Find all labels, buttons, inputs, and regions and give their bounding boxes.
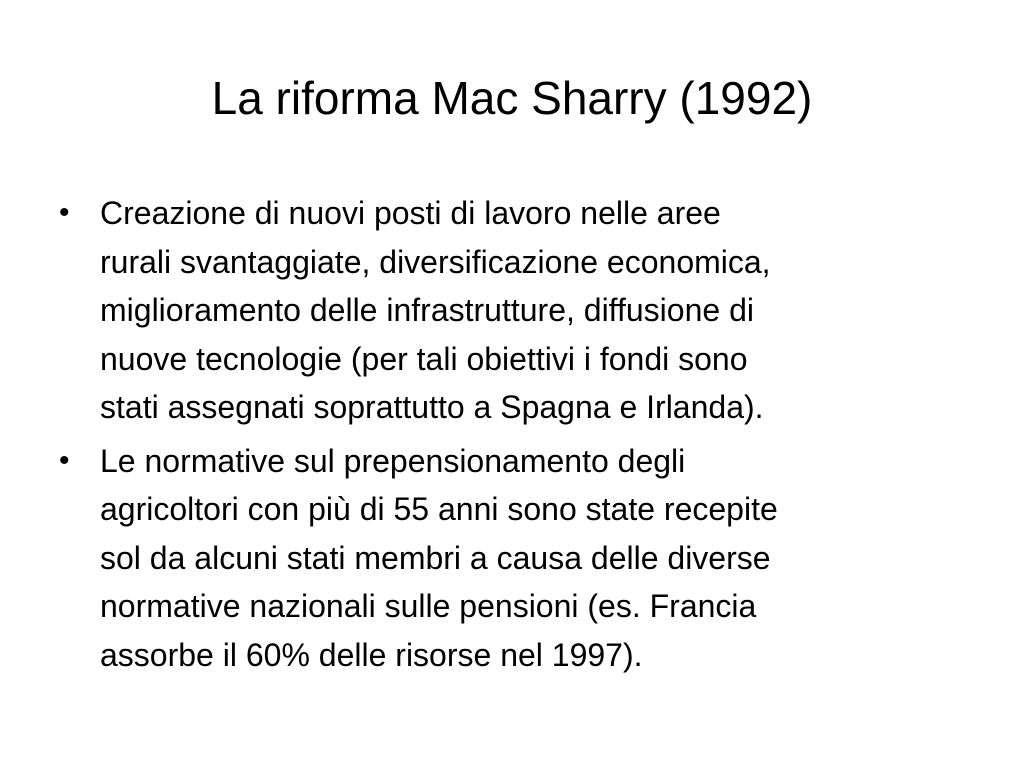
bullet-line: assorbe il 60% delle risorse nel 1997).: [100, 636, 643, 673]
slide-title: La riforma Mac Sharry (1992): [211, 72, 813, 124]
bullet-line: normative nazionali sulle pensioni (es. Francia: [100, 588, 757, 624]
bullet-line: rurali svantaggiate, diversificazione economica,: [100, 243, 771, 280]
bullet-line: agricoltori con più di 55 anni sono state recepite: [100, 491, 778, 527]
bullet-line: stati assegnati soprattutto a Spagna e Irlanda).: [100, 389, 764, 425]
bullet-icon: •: [59, 196, 70, 229]
bullet-line: nuove tecnologie (per tali obiettivi i fondi sono: [100, 340, 748, 377]
bullet-item: [0, 189, 1024, 432]
bullet-list: [0, 189, 1024, 684]
bullet-item: [0, 437, 1024, 680]
bullet-line: Le normative sul prepensionamento degli: [100, 442, 686, 479]
bullet-line: sol da alcuni stati membri a causa delle diverse: [100, 539, 771, 576]
bullet-line: miglioramento delle infrastrutture, diffusione di: [100, 292, 754, 328]
bullet-icon: •: [59, 443, 70, 477]
bullet-line: Creazione di nuovi posti di lavoro nelle aree: [100, 195, 721, 231]
